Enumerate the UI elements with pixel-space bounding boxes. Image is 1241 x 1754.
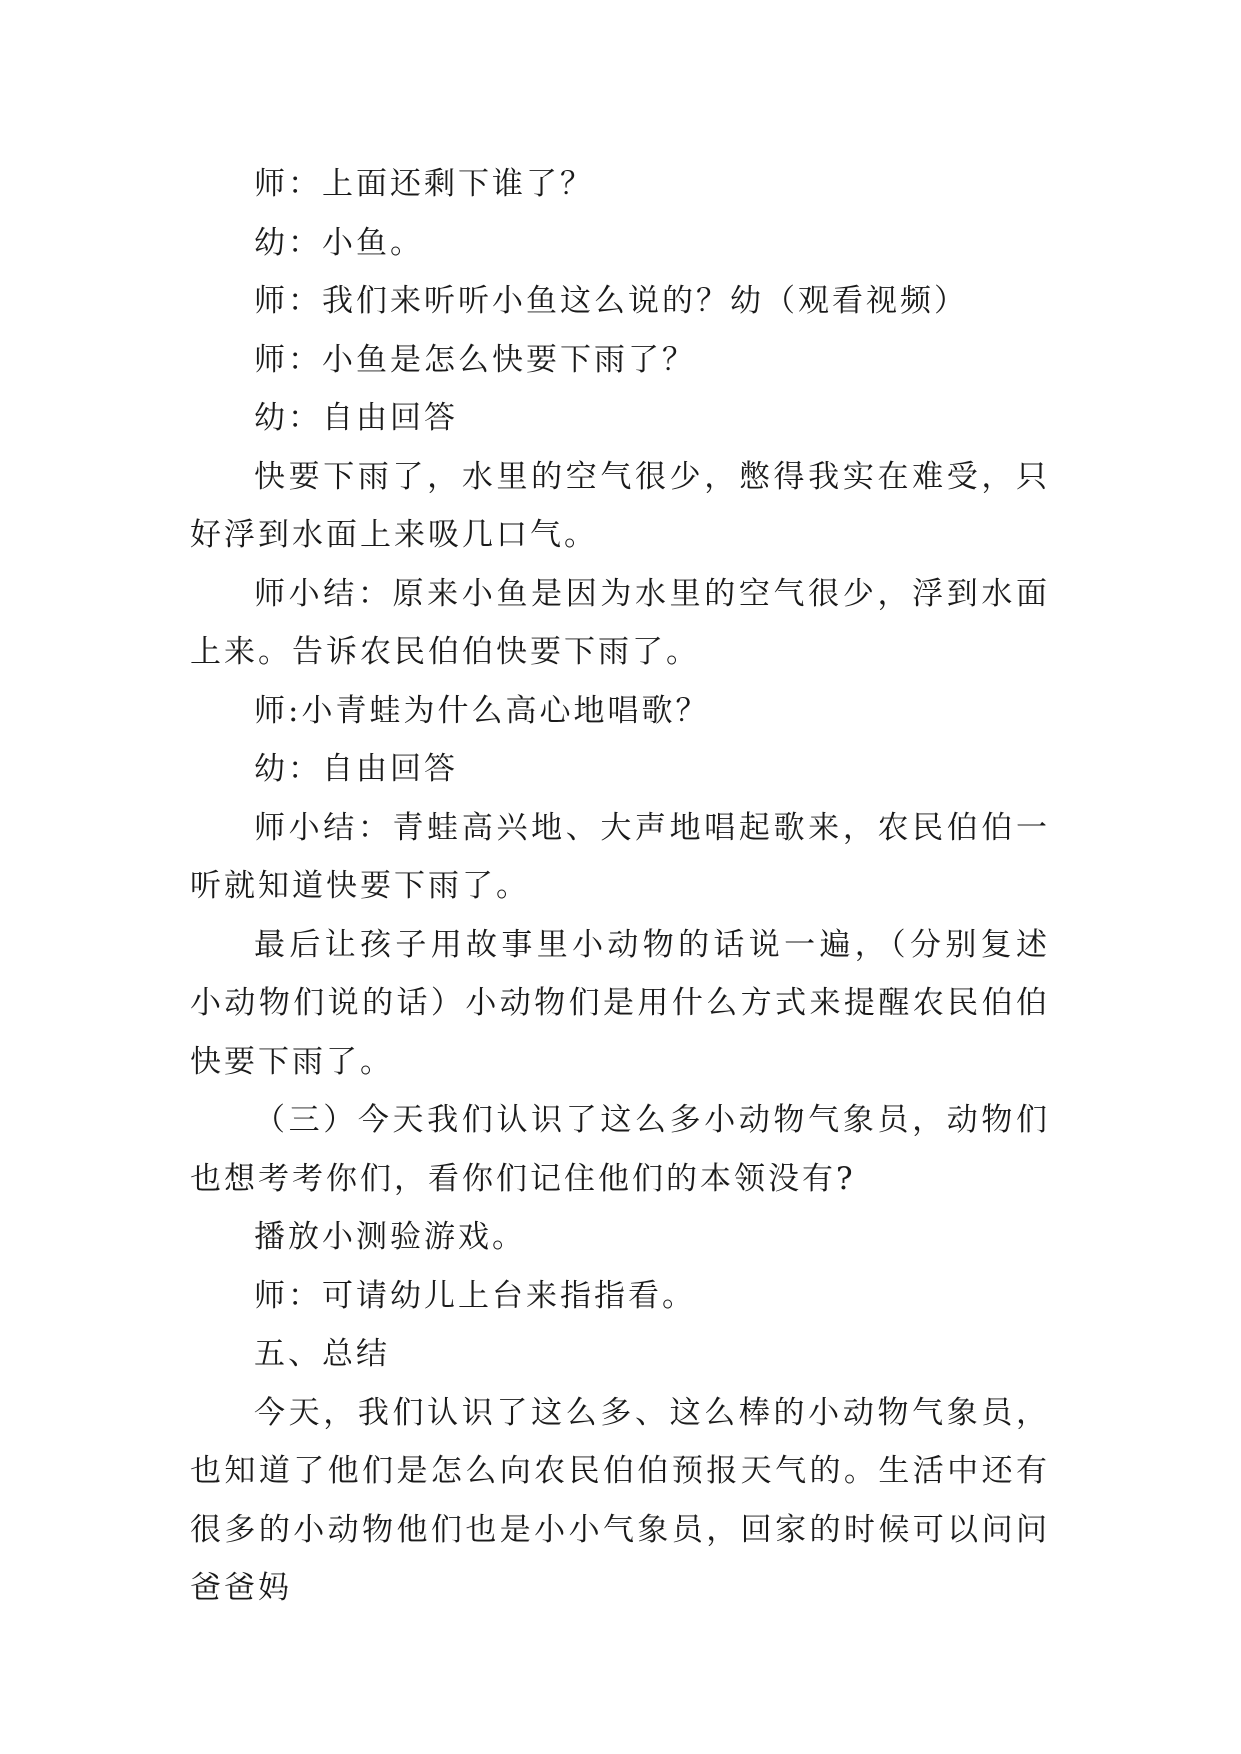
paragraph: 师：我们来听听小鱼这么说的？幼（观看视频） bbox=[254, 283, 968, 319]
paragraph: 最后让孩子用故事里小动物的话说一遍，（分别复述小动物们说的话）小动物们是用什么方式来提醒农民伯伯快要下雨了。 bbox=[190, 926, 1050, 1080]
paragraph: 师小结：青蛙高兴地、大声地唱起歌来，农民伯伯一听就知道快要下雨了。 bbox=[190, 809, 1050, 904]
section-heading: 五、总结 bbox=[254, 1336, 390, 1372]
paragraph: 播放小测验游戏。 bbox=[254, 1219, 526, 1255]
document-body bbox=[190, 155, 1050, 1618]
paragraph: 幼：小鱼。 bbox=[254, 224, 424, 261]
paragraph: 师小结：原来小鱼是因为水里的空气很少，浮到水面上来。告诉农民伯伯快要下雨了。 bbox=[190, 575, 1050, 670]
paragraph: （三）今天我们认识了这么多小动物气象员，动物们也想考考你们，看你们记住他们的本领没有? bbox=[190, 1102, 1050, 1197]
paragraph: 师:小青蛙为什么高心地唱歌？ bbox=[254, 692, 710, 729]
paragraph: 快要下雨了，水里的空气很少，憋得我实在难受，只好浮到水面上来吸几口气。 bbox=[190, 458, 1050, 553]
paragraph: 幼：自由回答 bbox=[254, 751, 458, 787]
paragraph: 今天，我们认识了这么多、这么棒的小动物气象员，也知道了他们是怎么向农民伯伯预报天气的。生活中还有很多的小动物他们也是小小气象员，回家的时候可以问问爸爸妈 bbox=[190, 1394, 1050, 1606]
paragraph: 师：可请幼儿上台来指指看。 bbox=[254, 1277, 696, 1314]
paragraph: 幼：自由回答 bbox=[254, 400, 458, 436]
paragraph: 师：上面还剩下谁了？ bbox=[254, 166, 594, 202]
paragraph: 师：小鱼是怎么快要下雨了？ bbox=[254, 341, 696, 378]
